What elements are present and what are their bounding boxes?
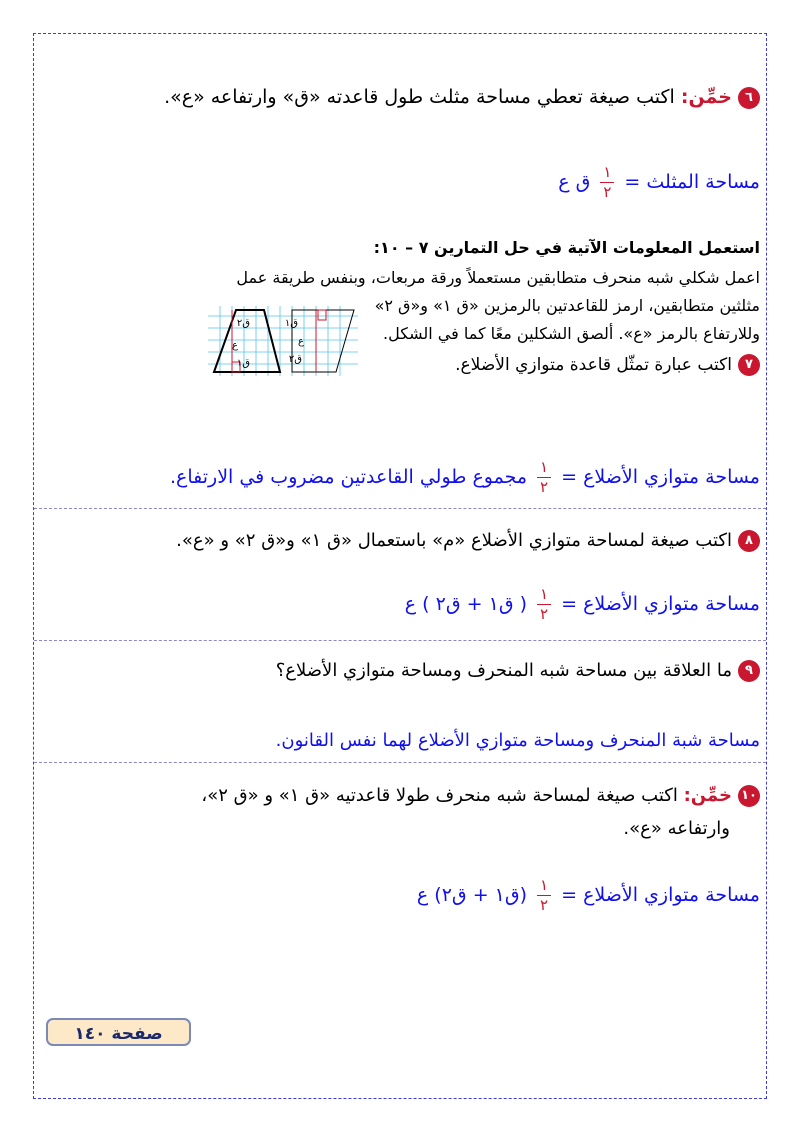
- q8-answer-right: ( ق١ + ق٢ ) ع: [404, 593, 528, 615]
- fraction-numerator: ١: [603, 163, 612, 181]
- q10-text1: اكتب صيغة لمساحة شبه منحرف طولا قاعدتيه «ق ١» و «ق ٢»،: [201, 785, 678, 806]
- divider: [34, 762, 766, 763]
- q7-question: [455, 354, 760, 376]
- q7-answer-right: مجموع طولي القاعدتين مضروب في الارتفاع.: [169, 466, 528, 488]
- q6-answer-left: مساحة المثلث =: [624, 171, 760, 193]
- divider: [34, 640, 766, 641]
- q9-text: ما العلاقة بين مساحة شبه المنحرف ومساحة متوازي الأضلاع؟: [275, 660, 732, 681]
- q8-text: اكتب صيغة لمساحة متوازي الأضلاع «م» باستعمال «ق ١» و«ق ٢» و «ع».: [176, 530, 732, 551]
- q6-number-badge: ٦: [738, 87, 760, 109]
- trapezoid-figure: [208, 306, 358, 376]
- q8-number-badge: ٨: [738, 530, 760, 552]
- figure-label: ق٢: [236, 318, 250, 329]
- q6-question: [164, 86, 760, 109]
- q7-text: اكتب عبارة تمثّل قاعدة متوازي الأضلاع.: [455, 355, 732, 375]
- instructions-line2: مثلثين متطابقين، ارمز للقاعدتين بالرمزين «ق ١» و«ق ٢»: [374, 296, 760, 315]
- figure-label: ع: [232, 340, 238, 351]
- q10-number-badge: ١٠: [738, 785, 760, 807]
- figure-label: ق٢: [288, 354, 302, 365]
- q10-question-line1: [201, 785, 760, 807]
- instructions-line1: اعمل شكلي شبه منحرف متطابقين مستعملاً ورقة مربعات، وبنفس طريقة عمل: [236, 268, 760, 287]
- fraction-numerator: ١: [540, 876, 549, 894]
- fraction-denominator: ٢: [540, 896, 549, 914]
- page-number-badge: صفحة ١٤٠: [46, 1018, 191, 1046]
- q6-guess-label: خمِّن:: [680, 86, 732, 108]
- q7-number-badge: ٧: [738, 354, 760, 376]
- figure-label: ق١: [284, 318, 298, 329]
- fraction-numerator: ١: [540, 458, 549, 476]
- q8-answer-left: مساحة متوازي الأضلاع =: [561, 593, 760, 615]
- q8-question: [176, 530, 760, 552]
- figure-label: ع: [298, 336, 304, 347]
- q6-answer: [558, 165, 760, 200]
- instructions-title: استعمل المعلومات الآتية في حل التمارين ٧ – ١٠:: [373, 238, 760, 257]
- fraction-half: [600, 165, 614, 200]
- fraction-denominator: ٢: [540, 478, 549, 496]
- q8-answer: [405, 587, 760, 622]
- q7-answer-left: مساحة متوازي الأضلاع =: [561, 466, 760, 488]
- fraction-half: [537, 587, 551, 622]
- fraction-half: [537, 460, 551, 495]
- fraction-half: [537, 878, 551, 913]
- q6-answer-right: ق ع: [558, 171, 591, 193]
- q9-question: [276, 660, 760, 682]
- q10-answer-left: مساحة متوازي الأضلاع =: [561, 884, 760, 906]
- q10-answer-right: (ق١ + ق٢) ع: [416, 884, 528, 906]
- figure-label: ق١: [236, 358, 250, 369]
- q10-guess-label: خمِّن:: [683, 785, 732, 806]
- fraction-denominator: ٢: [603, 183, 612, 201]
- q6-text: اكتب صيغة تعطي مساحة مثلث طول قاعدته «ق» وارتفاعه «ع».: [164, 86, 675, 108]
- instructions-line3: وللارتفاع بالرمز «ع». ألصق الشكلين معًا كما في الشكل.: [383, 324, 760, 343]
- q10-answer: [417, 878, 760, 913]
- q10-question-line2: وارتفاعه «ع».: [623, 818, 730, 839]
- q7-answer: [170, 460, 760, 495]
- fraction-numerator: ١: [540, 585, 549, 603]
- q9-number-badge: ٩: [738, 660, 760, 682]
- divider: [34, 508, 766, 509]
- fraction-denominator: ٢: [540, 605, 549, 623]
- q9-answer: مساحة شبة المنحرف ومساحة متوازي الأضلاع لهما نفس القانون.: [275, 730, 760, 751]
